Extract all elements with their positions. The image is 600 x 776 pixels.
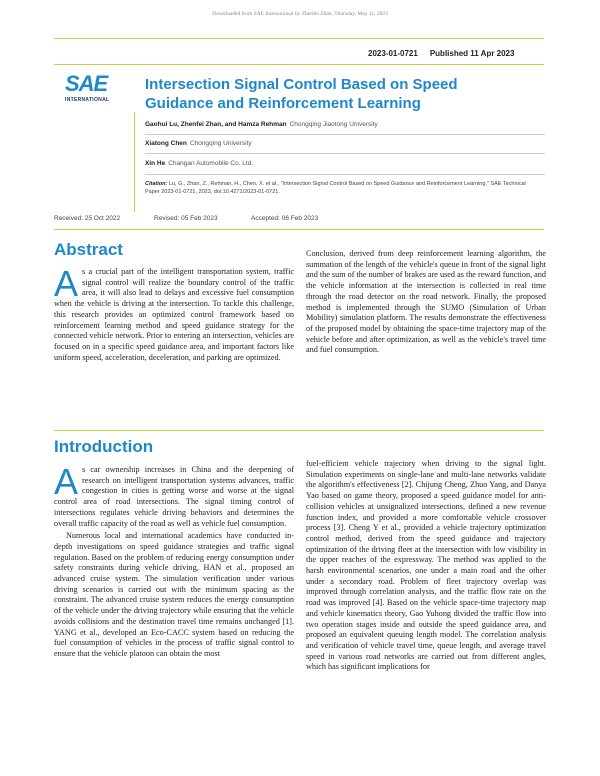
intro-column-left [54, 461, 294, 660]
drop-cap: A [54, 263, 79, 304]
intro-text-left-p1: s car ownership increases in China and the deepening of research on intelligent transportation systems advances, traffic congestion in cities is getting worse and worse at the signal control area of road intersections. The signal timing control of intersections regulates vehicle driving behaviors and determines the overall traffic capacity of the road as well as vehicle fuel consumption. [54, 465, 294, 528]
published-date: Published 11 Apr 2023 [429, 49, 515, 58]
author-names: Xiatong Chen [145, 140, 187, 147]
drop-cap: A [54, 461, 79, 502]
author-separator [145, 174, 545, 175]
abstract-text-right: Conclusion, derived from deep reinforcement learning algorithm, the summation of the length of the vehicle's queue in front of the signal light and the sum of the number of brakes are used as the reward function, and the vehicle information at the intersection is collected in real time through the road detector on the road network. Finally, the proposed method is implemented through the SUMO (Simulation of Urban Mobility) simulation platform. The results demonstrate the effectiveness of the proposed model by obtaining the space-time trajectory map of the vehicle before and after optimization, as well as the vehicle's travel time and fuel consumption. [306, 249, 546, 355]
doc-meta [368, 49, 514, 58]
intro-text-right: fuel-efficient vehicle trajectory when driving to the signal light. Simulation experiments on single-lane and multi-lane networks validate the algorithm's effectiveness [2]. Chijung Cheng, Zhuo Yang, and Danya Yao based on game theory, proposed a speed guidance model for anti-collision vehicles at unsignalized intersections, defined a new revenue function index, and provided a more comfortable vehicle crossover process [3]. Cheng Y et al., provided a vehicle trajectory optimization control method, derived from the speed guidance and trajectory optimization of the driving fleet at the intersection with low visibility in the upper reaches of the expressway. The method was applied to the harsh environmental scenarios, one under a main road and the other under a secondary road. Problem of fleet trajectory overlap was improved through correlation analysis, and the traffic flow rate on the road was improved [4]. Based on the vehicle space-time trajectory map and vehicle kinematics theory, Gao Yuhong divided the traffic flow into two operation stages inside and outside the speed guidance area, and proposed an equivalent queuing length model. The correlation analysis and verification of vehicle travel time, queue length, and average travel speed in various road networks are carried out from different angles, which has significant implications for [306, 459, 546, 672]
section-rule [54, 430, 544, 431]
author-names: Gaohui Lu, Zhenfei Zhan, and Hamza Rehman [145, 121, 287, 128]
author-affiliation: Chongqing University [189, 140, 252, 147]
author-line-1 [145, 120, 378, 129]
dates-rule [54, 229, 544, 230]
author-line-3 [145, 159, 253, 168]
author-affiliation: Changan Automobile Co. Ltd. [168, 160, 254, 167]
download-note: Downloaded from SAE International by Zhenfei Zhan, Thursday, May 11, 2023 [212, 11, 388, 17]
introduction-heading: Introduction [54, 437, 154, 456]
citation [145, 181, 535, 196]
abstract-heading: Abstract [54, 240, 123, 259]
abstract-column-right [306, 249, 546, 356]
date-received: Received: 25 Oct 2022 [54, 215, 121, 222]
logo-subtitle: INTERNATIONAL [65, 97, 110, 103]
date-accepted: Accepted: 06 Feb 2023 [251, 215, 319, 222]
abstract-column-left [54, 263, 294, 363]
author-separator [145, 153, 545, 154]
abstract-text-left: s a crucial part of the intelligent transportation system, traffic signal control will realize the boundary control of the traffic area, it will also lead to delays and excessive fuel consumption when the vehicle is driving at the intersection. To tackle this challenge, this research provides an optimized control framework based on reinforcement learning method and speed guidance strategy for the connected vehicle network. Prior to entering an intersection, vehicles are focused on in a specific speed guidance area, and important factors like uniform speed, acceleration, deceleration, and parking are optimized. [54, 267, 294, 362]
author-divider [134, 112, 135, 212]
logo-mark: SAE [65, 71, 108, 96]
author-line-2 [145, 139, 252, 148]
citation-label: Citation: [145, 181, 168, 187]
intro-column-right [306, 459, 546, 673]
date-revised: Revised: 05 Feb 2023 [154, 215, 218, 222]
citation-text: Lu, G., Zhan, Z., Rehman, H., Chen, X. et al., "Intersection Signal Control Based on Speed Guidance and Reinforcement Learning," SAE Technical Paper 2023-01-0721, 2023, doi:10.4271/2023-01-0721. [145, 181, 526, 195]
author-separator [145, 134, 545, 135]
intro-text-left-p2: Numerous local and international academics have conducted in-depth investigations on speed guidance strategies and traffic signal regulation. Based on the problem of reducing energy consumption under safety constraints during vehicle driving, HAN et al., proposed an advanced cruise system. The simulation verification under various driving scenarios is carried out with the minimum spacing as the constraint. The advanced cruise system reduces the energy consumption of the vehicle under the driving trajectory while ensuring that the vehicle avoids collisions and the destination travel time remains unchanged [1]. YANG et al., developed an Eco-CACC system based on reducing the fuel consumption of vehicles in the process of traffic signal control to ensure that the vehicle platoon can obtain the most [54, 531, 294, 658]
author-affiliation: Chongqing Jiaotong University [289, 121, 378, 128]
sae-logo [65, 73, 123, 107]
paper-title: Intersection Signal Control Based on Speed Guidance and Reinforcement Learning [145, 76, 458, 112]
author-names: Xin He [145, 160, 166, 167]
header-rule-bottom [54, 64, 544, 65]
doc-id: 2023-01-0721 [368, 49, 418, 58]
header-rule-top [54, 38, 544, 39]
